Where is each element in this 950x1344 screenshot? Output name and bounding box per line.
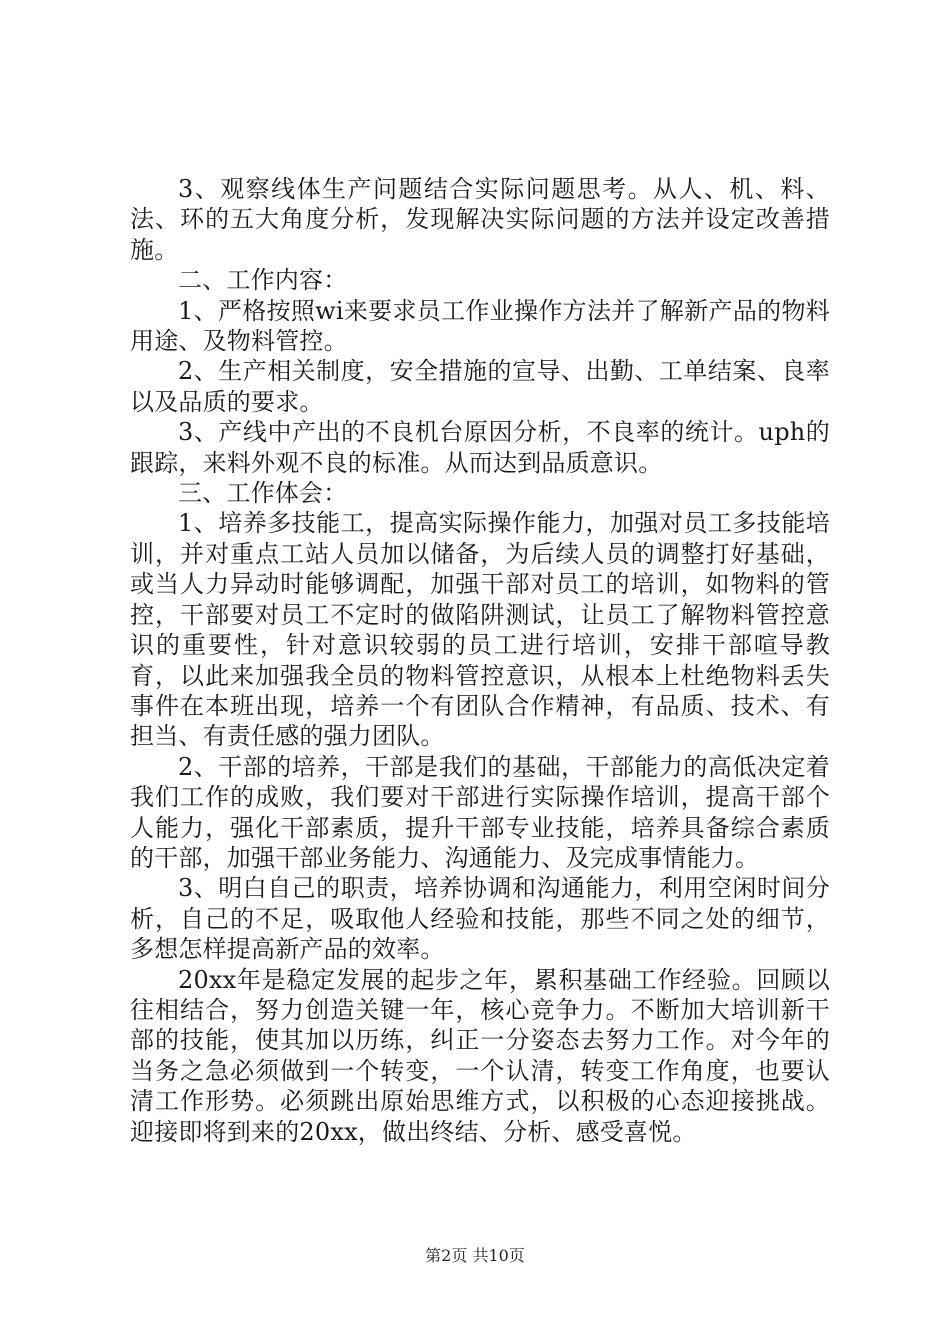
paragraph-multi-skill-training: 1、培养多技能工，提高实际操作能力，加强对员工多技能培训，并对重点工站人员加以储备，为后续人员的调整打好基础，或当人力异动时能够调配，加强干部对员工的培训，如物料的管控，干部要对员工不定时的做陷阱测试，让员工了解物料管控意识的重要性，针对意识较弱的员工进行培训，安排干部喧导教育，以此来加强我全员的物料管控意识，从根本上杜绝物料丢失事件在本班出现，培养一个有团队合作精神，有品质、技术、有担当、有责任感的强力团队。 <box>130 509 830 751</box>
paragraph-follow-wi: 1、严格按照wi来要求员工作业操作方法并了解新产品的物料用途、及物料管控。 <box>130 296 830 356</box>
heading-work-content: 二、工作内容： <box>178 266 348 295</box>
paragraph-observe-line-issues: 3、观察线体生产问题结合实际问题思考。从人、机、料、法、环的五大角度分析，发现解决实际问题的方法并设定改善措施。 <box>130 175 830 264</box>
paragraph-year-summary: 20xx年是稳定发展的起步之年，累积基础工作经验。回顾以往相结合，努力创造关键一年，核心竞争力。不断加大培训新干部的技能，使其加以历练，纠正一分姿态去努力工作。对今年的当务之急必须做到一个转变，一个认清，转变工作角度，也要认清工作形势。必须跳出原始思维方式，以积极的心态迎接挑战。迎接即将到来的20xx，做出终结、分析、感受喜悦。 <box>130 965 830 1146</box>
paragraph-cadre-training: 2、干部的培养，干部是我们的基础，干部能力的高低决定着我们工作的成败，我们要对干部进行实际操作培训，提高干部个人能力，强化干部素质，提升干部专业技能，培养具备综合素质的干部，加强干部业务能力、沟通能力、及完成事情能力。 <box>130 752 830 872</box>
paragraph-production-rules: 2、生产相关制度，安全措施的宣导、出勤、工单结案、良率以及品质的要求。 <box>130 357 830 416</box>
paragraph-defect-analysis: 3、产线中产出的不良机台原因分析，不良率的统计。uph的跟踪，来料外观不良的标准。从而达到品质意识。 <box>130 418 830 477</box>
heading-work-experience: 三、工作体会： <box>178 479 348 508</box>
document-body <box>130 174 830 1147</box>
page-number-footer: 第2页 共10页 <box>425 1246 525 1265</box>
paragraph-responsibilities: 3、明白自己的职责，培养协调和沟通能力，利用空闲时间分析，自己的不足，吸取他人经验和技能，那些不同之处的细节，多想怎样提高新产品的效率。 <box>130 874 830 964</box>
